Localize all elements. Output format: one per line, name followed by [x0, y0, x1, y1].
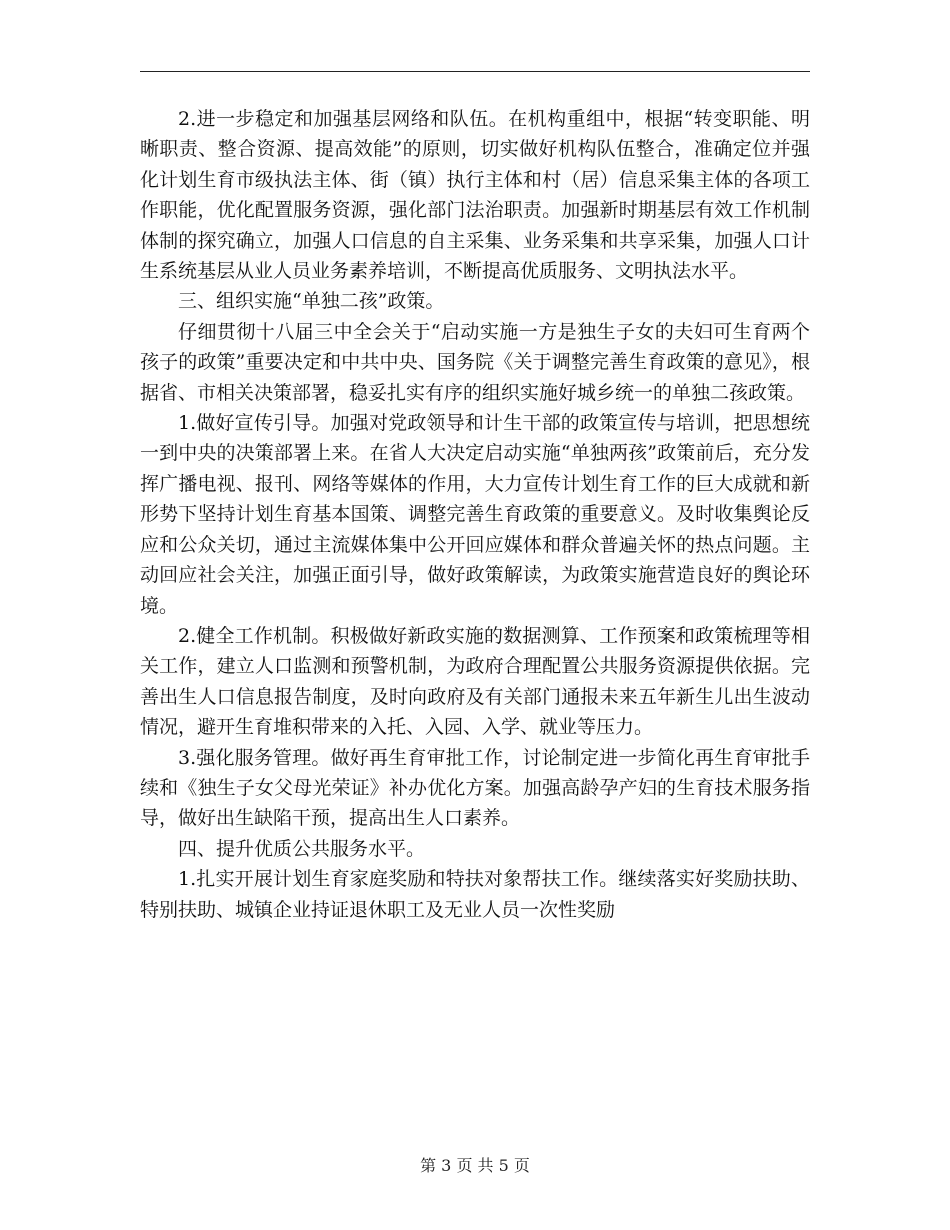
section-heading-4: 四、提升优质公共服务水平。 — [178, 837, 426, 860]
section-heading-3: 三、组织实施“单独二孩”政策。 — [178, 290, 445, 313]
paragraph-1: 2.进一步稳定和加强基层网络和队伍。在机构重组中，根据“转变职能、明晰职责、整合资源、提高效能”的原则，切实做好机构队伍整合，准确定位并强化计划生育市级执法主体、街（镇）执行主体和村（居）信息采集主体的各项工作职能，优化配置服务资源，强化部门法治职责。加强新时期基层有效工作机制体制的探究确立，加强人口信息的自主采集、业务采集和共享采集，加强人口计生系统基层从业人员业务素养培训，不断提高优质服务、文明执法水平。 — [140, 108, 810, 283]
document-body — [140, 104, 810, 925]
paragraph-4: 2.健全工作机制。积极做好新政实施的数据测算、工作预案和政策梳理等相关工作，建立人口监测和预警机制，为政府合理配置公共服务资源提供依据。完善出生人口信息报告制度，及时向政府及有关部门通报未来五年新生儿出生波动情况，避开生育堆积带来的入托、入园、入学、就业等压力。 — [140, 624, 810, 739]
paragraph-3: 1.做好宣传引导。加强对党政领导和计生干部的政策宣传与培训，把思想统一到中央的决策部署上来。在省人大决定启动实施“单独两孩”政策前后，充分发挥广播电视、报刊、网络等媒体的作用，大力宣传计划生育工作的巨大成就和新形势下坚持计划生育基本国策、调整完善生育政策的重要意义。及时收集舆论反应和公众关切，通过主流媒体集中公开回应媒体和群众普遍关怀的热点问题。主动回应社会关注，加强正面引导，做好政策解读，为政策实施营造良好的舆论环境。 — [140, 412, 810, 617]
paragraph-5: 3.强化服务管理。做好再生育审批工作，讨论制定进一步简化再生育审批手续和《独生子女父母光荣证》补办优化方案。加强高龄孕产妇的生育技术服务指导，做好出生缺陷干预，提高出生人口素养。 — [140, 746, 810, 830]
header-rule — [140, 71, 810, 72]
page-number-footer: 第 3 页 共 5 页 — [420, 1156, 530, 1175]
paragraph-2: 仔细贯彻十八届三中全会关于“启动实施一方是独生子女的夫妇可生育两个孩子的政策”重要决定和中共中央、国务院《关于调整完善生育政策的意见》，根据省、市相关决策部署，稳妥扎实有序的组织实施好城乡统一的单独二孩政策。 — [140, 320, 810, 404]
paragraph-6: 1.扎实开展计划生育家庭奖励和特扶对象帮扶工作。继续落实好奖励扶助、特别扶助、城镇企业持证退休职工及无业人员一次性奖励 — [140, 868, 810, 921]
